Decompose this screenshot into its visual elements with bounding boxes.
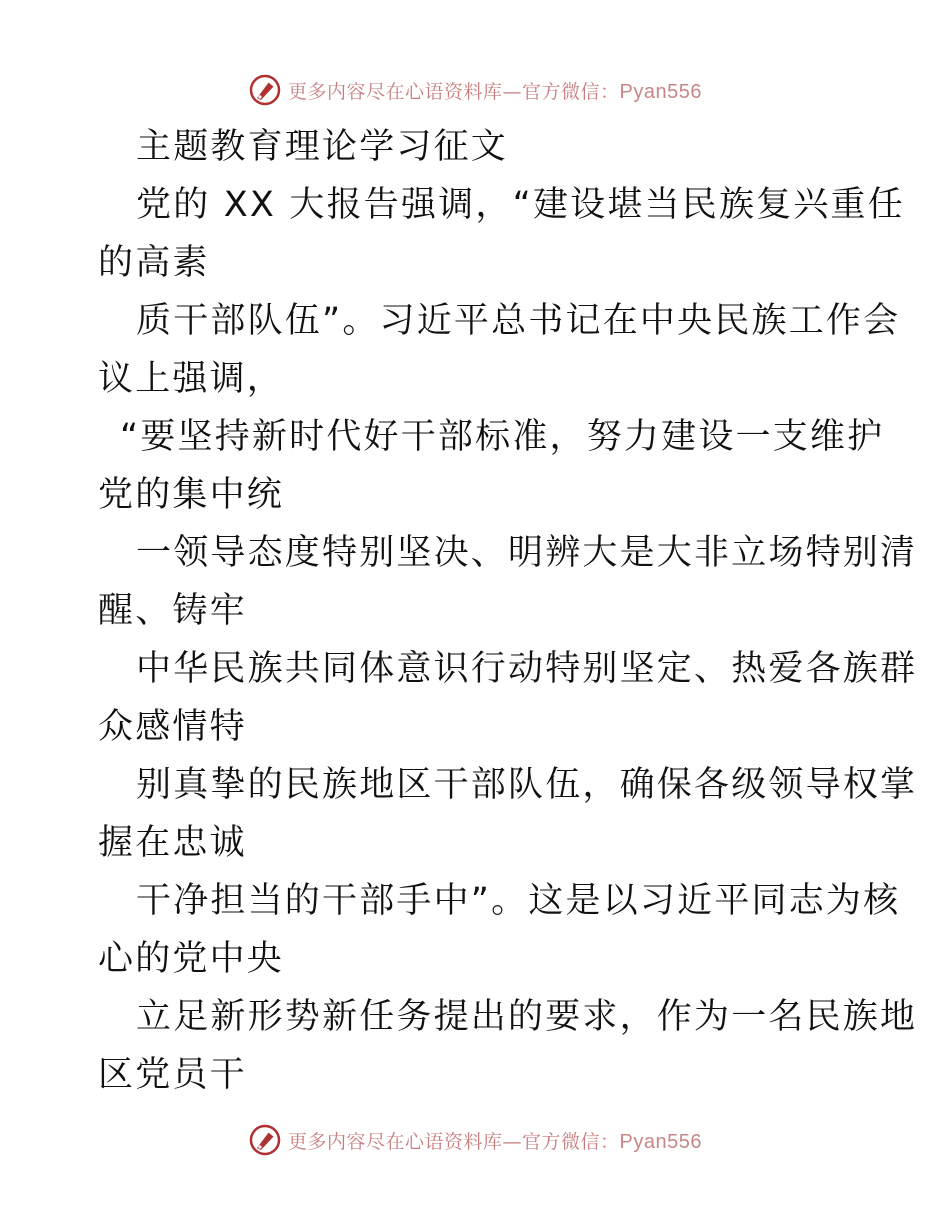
paragraph-line: 党的 XX 大报告强调，“建设堪当民族复兴重任 <box>136 185 905 225</box>
banner-text: 更多内容尽在心语资料库—官方微信：Pyan556 <box>288 80 702 103</box>
paragraph-line: 立足新形势新任务提出的要求，作为一名民族地 <box>136 997 918 1037</box>
paragraph-line: 干净担当的干部手中”。这是以习近平同志为核 <box>136 881 901 921</box>
paragraph-line: 一领导态度特别坚决、明辨大是大非立场特别清 <box>136 533 918 573</box>
paragraph-line: 醒、铸牢 <box>98 591 247 631</box>
document-title: 主题教育理论学习征文 <box>136 127 509 167</box>
paragraph-line: 众感情特 <box>98 707 247 747</box>
paragraph-line: 质干部队伍”。习近平总书记在中央民族工作会 <box>136 301 901 341</box>
paragraph-line: 中华民族共同体意识行动特别坚定、热爱各族群 <box>136 649 918 689</box>
footer-banner <box>0 1118 950 1162</box>
document-body <box>98 118 918 1104</box>
banner-text: 更多内容尽在心语资料库—官方微信：Pyan556 <box>288 1130 702 1153</box>
pen-nib-logo-icon <box>248 73 282 107</box>
paragraph-line: 别真挚的民族地区干部队伍，确保各级领导权掌 <box>136 765 918 805</box>
paragraph-line: 议上强调， <box>98 359 285 399</box>
pen-nib-logo-icon <box>248 1123 282 1157</box>
paragraph-line: 的高素 <box>98 243 210 283</box>
paragraph-line: 握在忠诚 <box>98 823 247 863</box>
header-banner <box>0 68 950 112</box>
paragraph-line: 区党员干 <box>98 1055 247 1095</box>
paragraph-line: 心的党中央 <box>98 939 285 979</box>
paragraph-line: 党的集中统 <box>98 475 285 515</box>
paragraph-line: “要坚持新时代好干部标准，努力建设一支维护 <box>120 417 885 457</box>
